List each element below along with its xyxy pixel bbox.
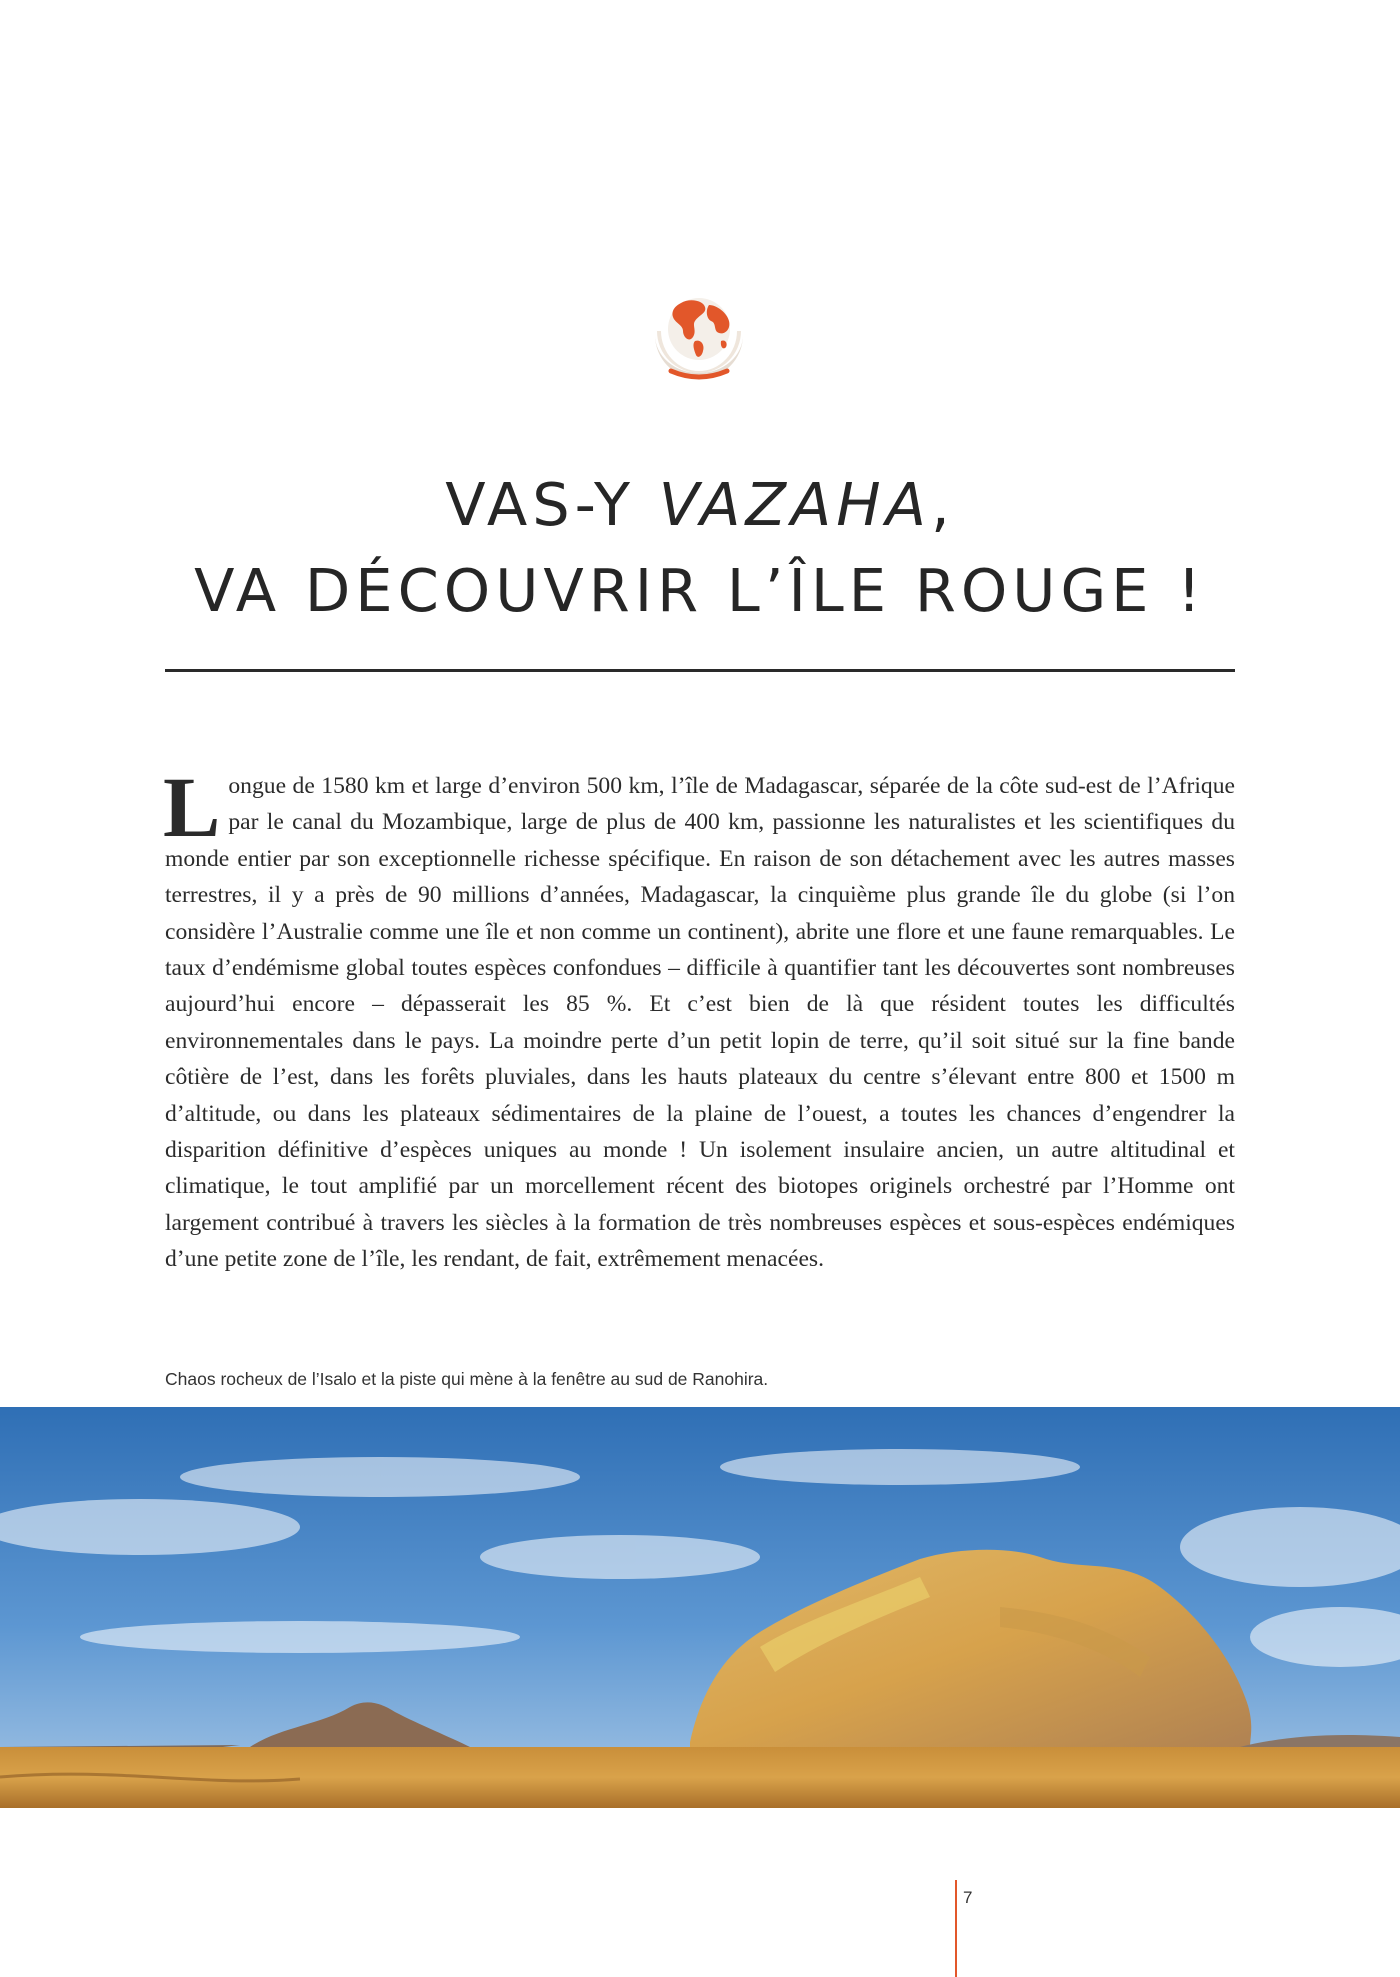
title-line-2: VA DÉCOUVRIR L’ÎLE ROUGE ! xyxy=(194,556,1206,625)
title-divider xyxy=(165,669,1235,672)
title-italic-word: VAZAHA xyxy=(658,470,931,539)
landscape-photo xyxy=(0,1407,1400,1808)
page-number-rule xyxy=(955,1880,957,1977)
drop-cap: L xyxy=(163,759,221,855)
photo-caption: Chaos rocheux de l’Isalo et la piste qui mène à la fenêtre au sud de Ranohira. xyxy=(165,1369,769,1389)
article-body xyxy=(163,759,1235,1278)
article-text: ongue de 1580 km et large d’environ 500 km, l’île de Madagascar, séparée de la côte sud-est de l’Afrique par le canal du Mozambique, large de plus de 400 km, passionne les naturalistes et les scientifiques du monde entier par son exceptionnelle richesse spécifique. En raison de son détachement avec les autres masses terrestres, il y a près de 90 millions d’années, Madagascar, la cinquième plus grande île du globe (si l’on considère l’Australie comme une île et non comme un continent), abrite une flore et une faune remarquables. Le taux d’endémisme global toutes espèces confondues – difficile à quantifier tant les découvertes sont nombreuses aujourd’hui encore – dépasserait les 85 %. Et c’est bien de là que résident toutes les difficultés environnementales dans le pays. La moindre perte d’un petit lopin de terre, qu’il soit situé sur la fine bande côtière de l’est, dans les forêts pluviales, dans les hauts plateaux du centre s’élevant entre 800 et 1500 m d’altitude, ou dans les plateaux sédimentaires de la plaine de l’ouest, a toutes les chances d’engendrer la disparition définitive d’espèces uniques au monde ! Un isolement insulaire ancien, un autre altitudinal et climatique, le tout amplifié par un morcellement récent des biotopes originels orchestré par l’Homme ont largement contribué à travers les siècles à la formation de très nombreuses espèces et sous-espèces endémiques d’une petite zone de l’île, les rendant, de fait, extrêmement menacées. xyxy=(165,773,1235,1273)
page-number: 7 xyxy=(963,1888,973,1907)
page-title xyxy=(0,462,1400,634)
title-line-1: VAS-Y VAZAHA, xyxy=(445,470,955,539)
globe-icon xyxy=(647,291,751,385)
